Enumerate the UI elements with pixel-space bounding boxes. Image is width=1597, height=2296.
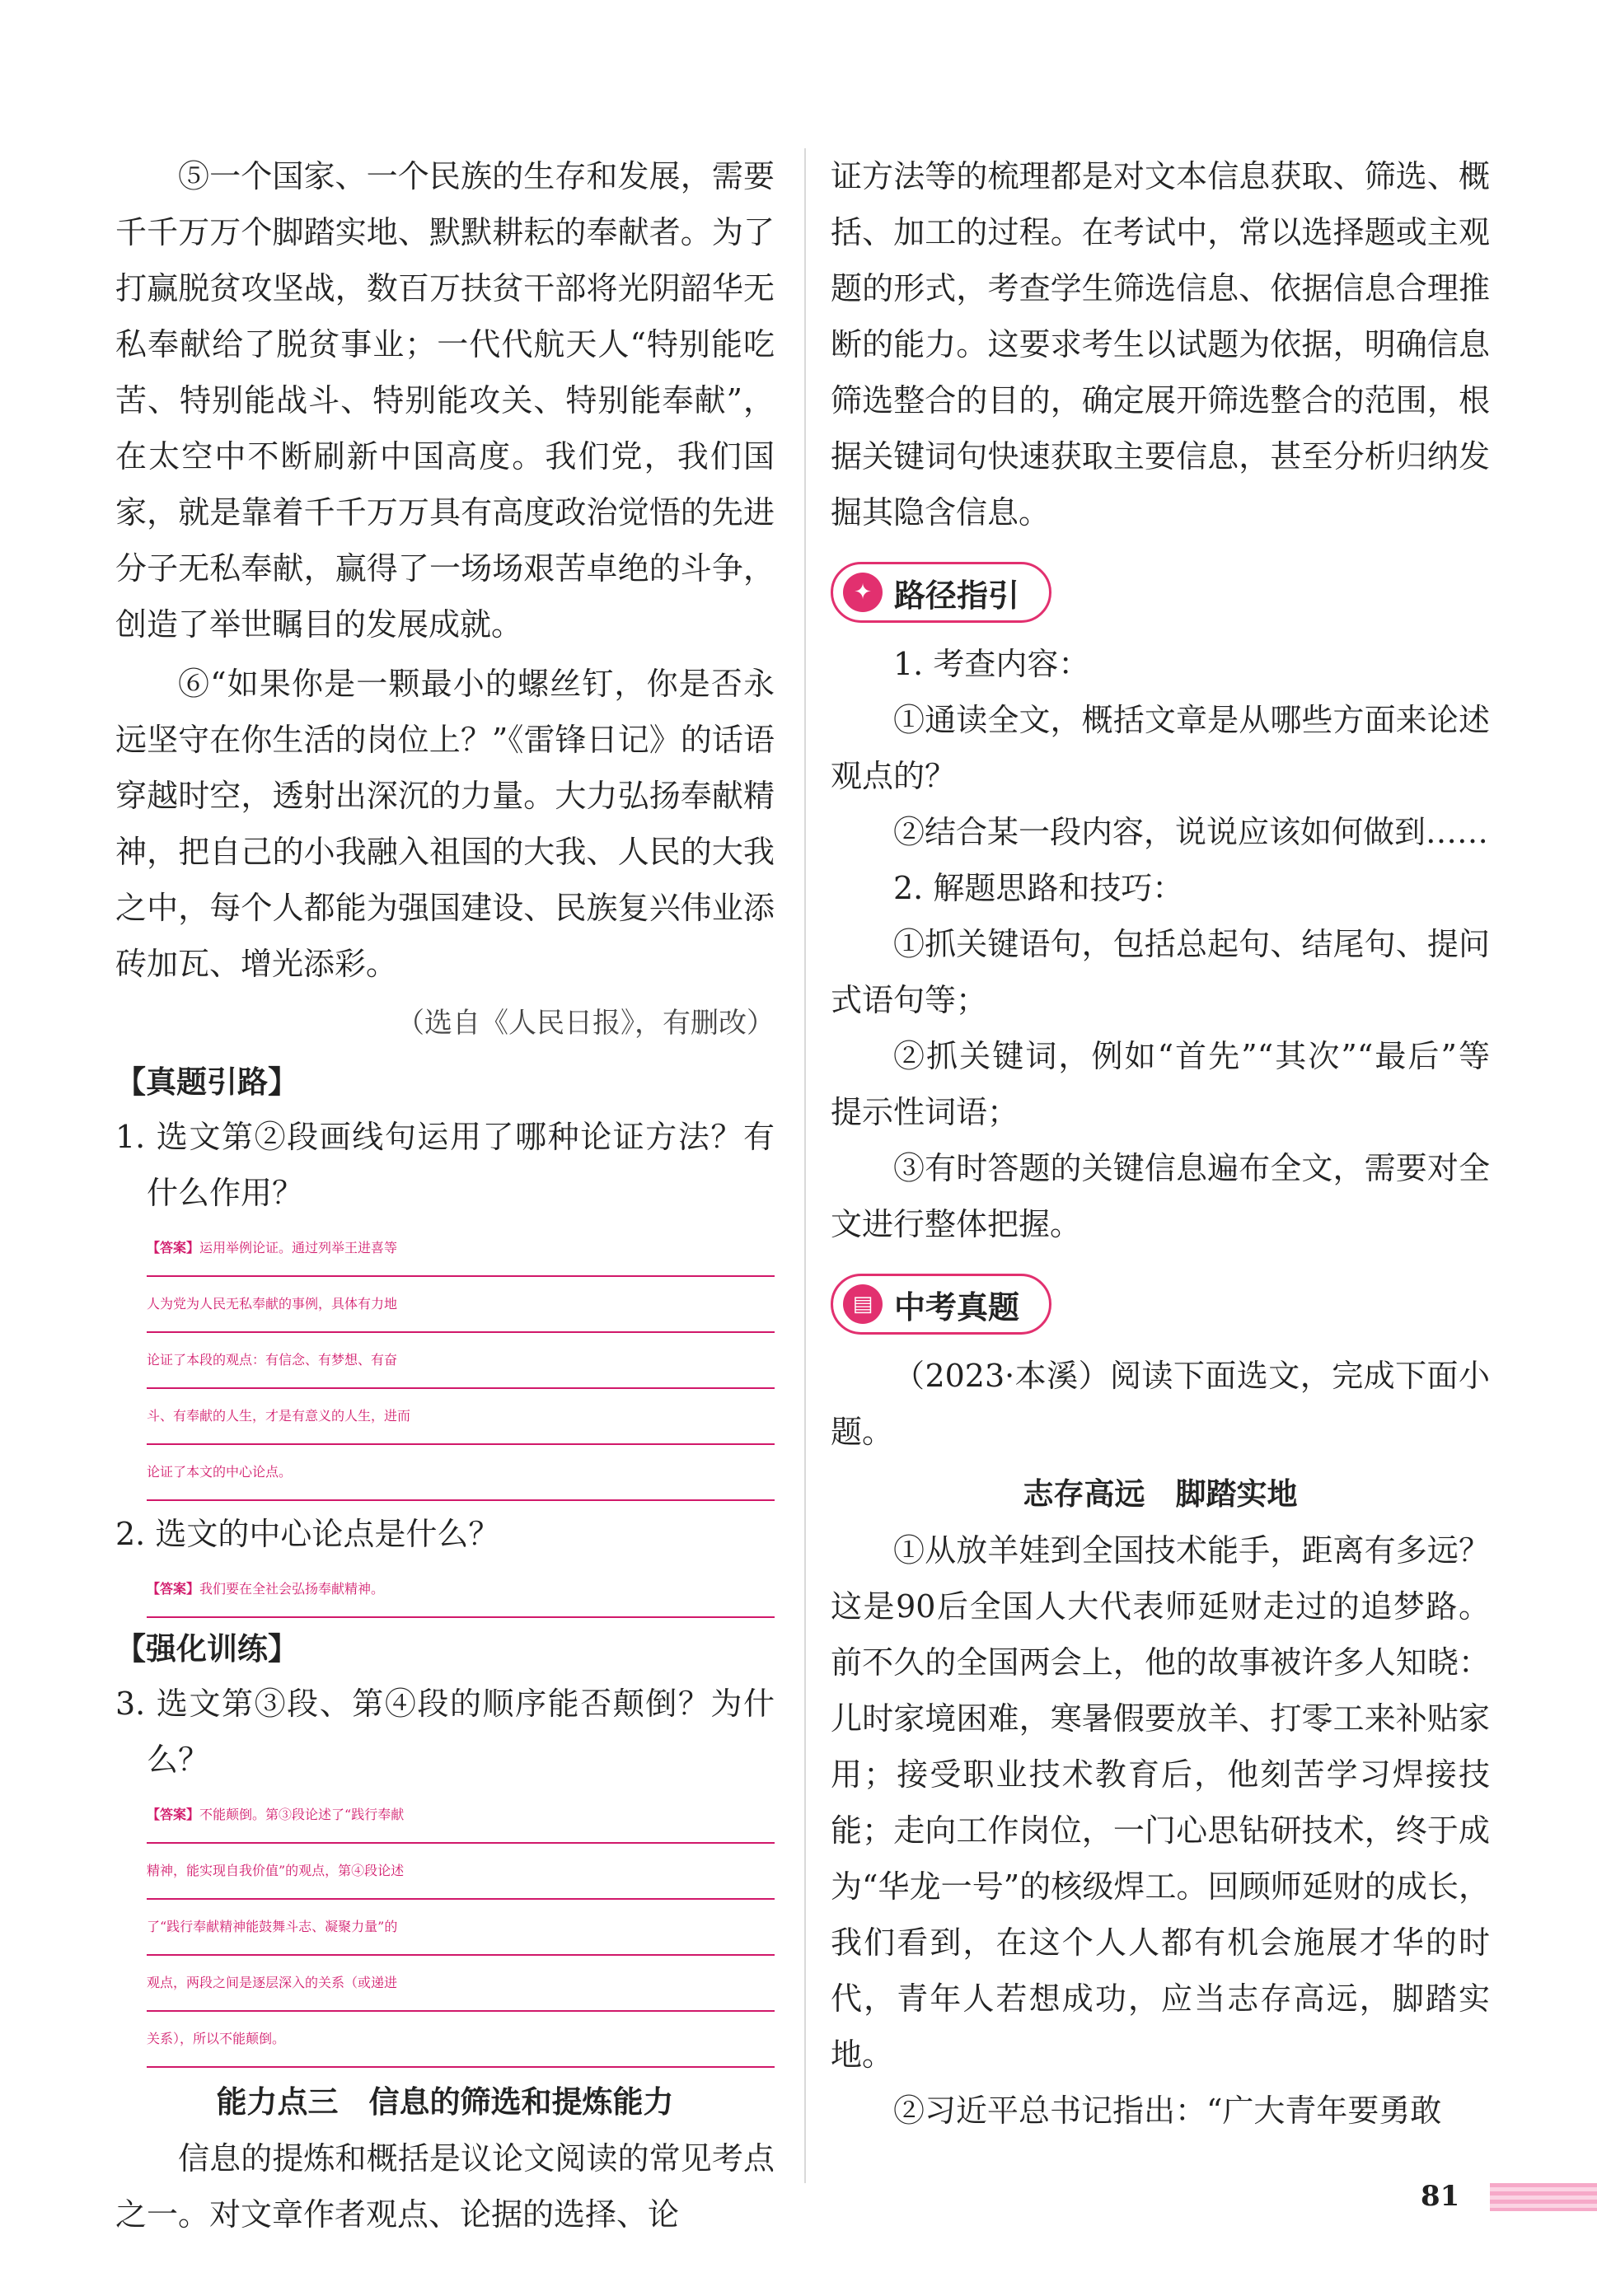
right-column [831,148,1490,2139]
page-corner-decoration [1490,2183,1597,2211]
question-3: 3. 选文第③段、第④段的顺序能否颠倒？为什么？ [115,1686,775,1778]
guide-1b: ②结合某一段内容，说说应该如何做到…… [893,814,1489,850]
paragraph-6: ⑥“如果你是一颗最小的螺丝钉，你是否永远坚守在你生活的岗位上？”《雷锋日记》的话语穿越时空，透射出深沉的力量。大力弘扬奉献精神，把自己的小我融入祖国的大我、人民的大我之中，每个人都能为强国建设、民族复兴伟业添砖加瓦、增光添彩。 [115,666,775,982]
guide-1: 1. 考查内容： [893,646,1090,682]
path-guide-title: 路径指引 [894,577,1020,614]
exam-badge [831,1274,1051,1335]
answer-1-line-1: 【答案】运用举例论证。通过列举王进喜等 [147,1221,775,1277]
guide-2c: ③有时答题的关键信息遍布全文，需要对全文进行整体把握。 [831,1150,1490,1242]
source-note: （选自《人民日报》，有删改） [396,1007,775,1040]
lightbulb-icon: ✦ [843,573,883,612]
exam-intro: （2023·本溪）阅读下面选文，完成下面小题。 [831,1358,1490,1450]
guide-2b: ②抓关键词，例如“首先”“其次”“最后”等提示性词语； [831,1038,1490,1130]
column-divider [804,148,806,2183]
answer-1-line-3: 论证了本段的观点：有信念、有梦想、有奋 [147,1333,775,1389]
guide-1a: ①通读全文，概括文章是从哪些方面来论述观点的？ [831,702,1490,794]
answer-3-line-2: 精神，能实现自我价值”的观点，第④段论述 [147,1844,775,1900]
answer-3-line-1: 【答案】不能颠倒。第③段论述了“践行奉献 [147,1788,775,1844]
answer-1-line-4: 斗、有奉献的人生，才是有意义的人生，进而 [147,1389,775,1445]
answer-3-line-3: 了“践行奉献精神能鼓舞斗志、凝聚力量”的 [147,1900,775,1956]
answer-2 [147,1562,775,1618]
answer-tag: 【答案】 [147,1807,200,1822]
answer-1-line-5: 论证了本文的中心论点。 [147,1445,775,1501]
guide-2a: ①抓关键语句，包括总起句、结尾句、提问式语句等； [831,926,1490,1018]
exam-title: 中考真题 [894,1288,1020,1326]
path-guide-badge [831,562,1051,623]
answer-3 [147,1788,775,2068]
section-qianghua-xunlian: 【强化训练】 [115,1631,298,1667]
answer-1-line-2: 人为党为人民无私奉献的事例，具体有力地 [147,1277,775,1333]
section-zhenti-yinlu: 【真题引路】 [115,1064,298,1100]
answer-3-line-5: 关系），所以不能颠倒。 [147,2012,775,2068]
answer-2-line-1: 【答案】我们要在全社会弘扬奉献精神。 [147,1562,775,1618]
paragraph-5: ⑤一个国家、一个民族的生存和发展，需要千千万万个脚踏实地、默默耕耘的奉献者。为了打赢脱贫攻坚战，数百万扶贫干部将光阴韶华无私奉献给了脱贫事业；一代代航天人“特别能吃苦、特别能战斗、特别能攻关、特别能奉献”，在太空中不断刷新中国高度。我们党，我们国家，就是靠着千千万万具有高度政治觉悟的先进分子无私奉献，赢得了一场场艰苦卓绝的斗争，创造了举世瞩目的发展成就。 [115,158,775,643]
answer-tag: 【答案】 [147,1240,200,1256]
ability-point-title: 能力点三 信息的筛选和提炼能力 [216,2084,674,2120]
continued-paragraph: 证方法等的梳理都是对文本信息获取、筛选、概括、加工的过程。在考试中，常以选择题或主观题的形式，考查学生筛选信息、依据信息合理推断的能力。这要求考生以试题为依据，明确信息筛选整合的目的，确定展开筛选整合的范围，根据关键词句快速获取主要信息，甚至分析归纳发掘其隐含信息。 [831,158,1490,531]
article-paragraph-1: ①从放羊娃到全国技术能手，距离有多远？这是90后全国人大代表师延财走过的追梦路。前不久的全国两会上，他的故事被许多人知晓：儿时家境困难，寒暑假要放羊、打零工来补贴家用；接受职业技术教育后，他刻苦学习焊接技能；走向工作岗位，一门心思钻研技术，终于成为“华龙一号”的核级焊工。回顾师延财的成长，我们看到，在这个人人都有机会施展才华的时代，青年人若想成功，应当志存高远，脚踏实地。 [831,1532,1490,2073]
question-1: 1. 选文第②段画线句运用了哪种论证方法？有什么作用？ [115,1119,775,1211]
answer-3-line-4: 观点，两段之间是逐层深入的关系（或递进 [147,1956,775,2012]
article-title: 志存高远 脚踏实地 [1023,1476,1298,1512]
book-icon: ▤ [843,1284,883,1324]
article-paragraph-2: ②习近平总书记指出：“广大青年要勇敢 [893,2093,1442,2129]
page-number: 81 [1421,2180,1460,2213]
answer-tag: 【答案】 [147,1581,200,1597]
question-2: 2. 选文的中心论点是什么？ [115,1516,500,1552]
guide-2: 2. 解题思路和技巧： [893,870,1184,906]
ability-paragraph: 信息的提炼和概括是议论文阅读的常见考点之一。对文章作者观点、论据的选择、论 [115,2140,775,2233]
answer-1 [147,1221,775,1501]
left-column [115,148,775,2242]
